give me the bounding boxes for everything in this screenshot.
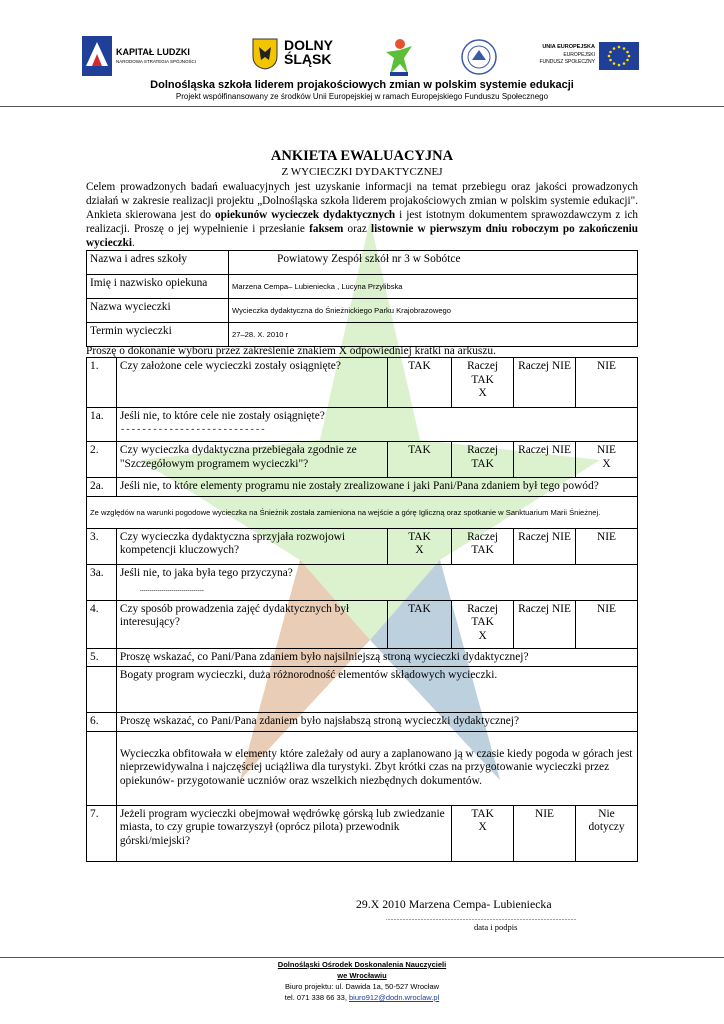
- question-number: 1.: [87, 358, 117, 408]
- answer-option[interactable]: TAK X: [387, 528, 451, 564]
- instruction-text: Proszę o dokonanie wyboru przez zakreślenie znakiem X odpowiedniej kratki na arkuszu.: [86, 345, 496, 357]
- info-label: Nazwa i adres szkoły: [87, 251, 229, 275]
- footer-city: we Wrocławiu: [337, 971, 387, 980]
- school-info-table: [86, 250, 638, 347]
- kapital-ludzki-name: KAPITAŁ LUDZKI: [116, 47, 190, 57]
- eu-line2: EUROPEJSKI: [563, 52, 595, 58]
- answer-option[interactable]: TAK: [387, 600, 451, 648]
- form-intro: Celem prowadzonych badań ewaluacyjnych jest uzyskanie informacji na temat przebiegu oraz jakości prowadzonych działań w zakresie realizacji projektu „Dolnośląska szkoła liderem projakościowych zmian w polskim systemie edukacji". Ankieta skierowana jest do opiekunów wycieczek dydaktycznych i jest istotnym dokumentem sprawozdawczym z ich realizacji. Proszę o jej wypełnienie i przesłanie faksem oraz listownie w pierwszym dniu roboczym po zakończeniu wycieczki.: [86, 181, 639, 249]
- question-number: 2.: [87, 442, 117, 478]
- answer-field[interactable]: ................................: [139, 584, 204, 593]
- dolny-slask-line2: ŚLĄSK: [284, 51, 332, 67]
- question-text: Czy sposób prowadzenia zajęć dydaktycznych był interesujący?: [116, 600, 387, 648]
- question-number: 1a.: [87, 408, 117, 442]
- question-number: 6.: [87, 713, 117, 732]
- question-text: Czy założone cele wycieczki zostały osiągnięte?: [116, 358, 387, 408]
- answer-field[interactable]: Ze względów na warunki pogodowe wycieczka na Śnieżnik została zamieniona na wejście a górę Igliczną oraz spotkanie w Sanktuarium Marii Śnieżnej.: [87, 496, 638, 528]
- open-question: Jeśli nie, to które cele nie zostały osiągnięte? ---------------------------: [116, 408, 637, 442]
- answer-option[interactable]: Raczej NIE: [514, 358, 576, 408]
- answer-option[interactable]: TAK X: [452, 805, 514, 861]
- info-label: Nazwa wycieczki: [87, 299, 229, 323]
- footer-divider: [0, 957, 724, 958]
- answer-option[interactable]: Raczej NIE: [514, 528, 576, 564]
- question-row: [87, 713, 638, 732]
- eu-logo: [535, 38, 645, 74]
- answer-option[interactable]: NIE: [576, 600, 638, 648]
- answer-option[interactable]: NIE: [514, 805, 576, 861]
- signature-text: 29.X 2010 Marzena Cempa- Lubieniecka: [356, 897, 552, 911]
- form-title: ANKIETA EWALUACYJNA: [270, 148, 454, 164]
- answer-option[interactable]: Raczej TAK: [452, 442, 514, 478]
- answer-option[interactable]: NIE: [576, 528, 638, 564]
- answer-option[interactable]: Raczej NIE: [514, 442, 576, 478]
- question-row: [87, 528, 638, 564]
- kapital-ludzki-tagline: NARODOWA STRATEGIA SPÓJNOŚCI: [116, 59, 197, 64]
- dolny-slask-eagle-icon: [252, 38, 278, 70]
- question-row: [87, 478, 638, 497]
- project-subtitle: Projekt współfinansowany ze środków Unii Europejskiej w ramach Europejskiego Funduszu Społecznego: [175, 92, 549, 101]
- question-number: 3a.: [87, 564, 117, 600]
- answer-option[interactable]: NIE X: [576, 442, 638, 478]
- footer-address: Biuro projektu: ul. Dawida 1a, 50-527 Wrocław: [284, 982, 440, 991]
- info-row-date: [87, 323, 638, 347]
- question-text: Proszę wskazać, co Pani/Pana zdaniem było najsłabszą stroną wycieczki dydaktycznej?: [116, 713, 637, 732]
- info-row-school: [87, 251, 638, 275]
- question-row: [87, 600, 638, 648]
- eu-flag-icon: [599, 42, 639, 70]
- answer-option[interactable]: Raczej TAK X: [452, 600, 514, 648]
- answer-option[interactable]: Raczej NIE: [514, 600, 576, 648]
- question-text: Czy wycieczka dydaktyczna przebiegała zgodnie ze "Szczegółowym programem wycieczki"?: [116, 442, 387, 478]
- question-number: 2a.: [87, 478, 117, 497]
- question-row: [87, 805, 638, 861]
- project-title: Dolnośląska szkoła liderem projakościowych zmian w polskim systemie edukacji: [150, 79, 574, 91]
- question-text: Jeśli nie, to które elementy programu nie zostały zrealizowane i jaki Pani/Pana zdaniem był tego powód?: [116, 478, 637, 497]
- eu-line1: UNIA EUROPEJSKA: [542, 44, 595, 50]
- open-question: Jeśli nie, to jaka była tego przyczyna? ................................: [116, 564, 637, 600]
- answer-row: [87, 667, 638, 713]
- dolny-slask-line1: DOLNY: [284, 37, 333, 53]
- footer-email-link[interactable]: biuro912@dodn.wroclaw.pl: [349, 993, 440, 1002]
- question-text: Proszę wskazać, co Pani/Pana zdaniem było najsilniejszą stroną wycieczki dydaktycznej?: [116, 648, 637, 667]
- footer-institution: Dolnośląski Ośrodek Doskonalenia Nauczycieli: [277, 960, 447, 969]
- dolny-slask-logo: [252, 36, 342, 76]
- info-row-trip: [87, 299, 638, 323]
- question-number: 3.: [87, 528, 117, 564]
- eu-line3: FUNDUSZ SPOŁECZNY: [539, 59, 595, 65]
- answer-option[interactable]: Nie dotyczy: [576, 805, 638, 861]
- question-number: 4.: [87, 600, 117, 648]
- form-subtitle: Z WYCIECZKI DYDAKTYCZNEJ: [281, 166, 443, 178]
- answer-option[interactable]: NIE: [576, 358, 638, 408]
- guardian-name-field[interactable]: Marzena Cempa– Lubieniecka , Lucyna Przylibska: [229, 275, 638, 299]
- answer-field[interactable]: ---------------------------: [119, 424, 266, 435]
- project-figure-icon: [380, 38, 416, 78]
- question-number: 5.: [87, 648, 117, 667]
- question-text: Jeżeli program wycieczki obejmował wędrówkę górską lub zwiedzanie miasta, to czy grupie towarzyszył (oprócz pilota) przewodnik górski/miejski?: [116, 805, 451, 861]
- signature-line: ...............................................................................................................................: [386, 916, 577, 922]
- question-row: [87, 564, 638, 600]
- kapital-ludzki-emblem-icon: [82, 36, 112, 76]
- answer-option[interactable]: Raczej TAK: [452, 528, 514, 564]
- question-row: [87, 358, 638, 408]
- dodn-seal-icon: [460, 38, 498, 76]
- info-label: Termin wycieczki: [87, 323, 229, 347]
- answer-field[interactable]: Bogaty program wycieczki, duża różnorodność elementów składowych wycieczki.: [116, 667, 637, 713]
- info-row-guardian: [87, 275, 638, 299]
- answer-option[interactable]: TAK: [387, 358, 451, 408]
- header-divider: [0, 106, 724, 107]
- signature-label: data i podpis: [474, 922, 518, 932]
- question-row: [87, 442, 638, 478]
- info-label: Imię i nazwisko opiekuna: [87, 275, 229, 299]
- trip-name-field[interactable]: Wycieczka dydaktyczna do Śnieżnickiego Parku Krajobrazowego: [229, 299, 638, 323]
- answer-row: [87, 496, 638, 528]
- answer-option[interactable]: TAK: [387, 442, 451, 478]
- footer-contact: tel. 071 338 66 33, biuro912@dodn.wroclaw.pl: [284, 993, 440, 1002]
- kapital-ludzki-logo: [82, 36, 197, 76]
- answer-option[interactable]: Raczej TAK X: [452, 358, 514, 408]
- trip-date-field[interactable]: 27–28. X. 2010 r: [229, 323, 638, 347]
- question-row: [87, 408, 638, 442]
- answer-field[interactable]: Wycieczka obfitowała w elementy które zależały od aury a zaplanowano ją w czasie kiedy pogoda w górach jest nieprzewidywalna i najczęściej uciążliwa dla turystyki. Zbyt krótki czas na przygotowanie wycieczki przez opiekunów- przygotowanie uczniów oraz wszelkich niezbędnych dokumentów.: [116, 731, 637, 805]
- question-number: 7.: [87, 805, 117, 861]
- questions-table: [86, 357, 638, 862]
- school-name-field[interactable]: Powiatowy Zespół szkół nr 3 w Sobótce: [229, 251, 638, 275]
- question-text: Czy wycieczka dydaktyczna sprzyjała rozwojowi kompetencji kluczowych?: [116, 528, 387, 564]
- answer-row: [87, 731, 638, 805]
- question-row: [87, 648, 638, 667]
